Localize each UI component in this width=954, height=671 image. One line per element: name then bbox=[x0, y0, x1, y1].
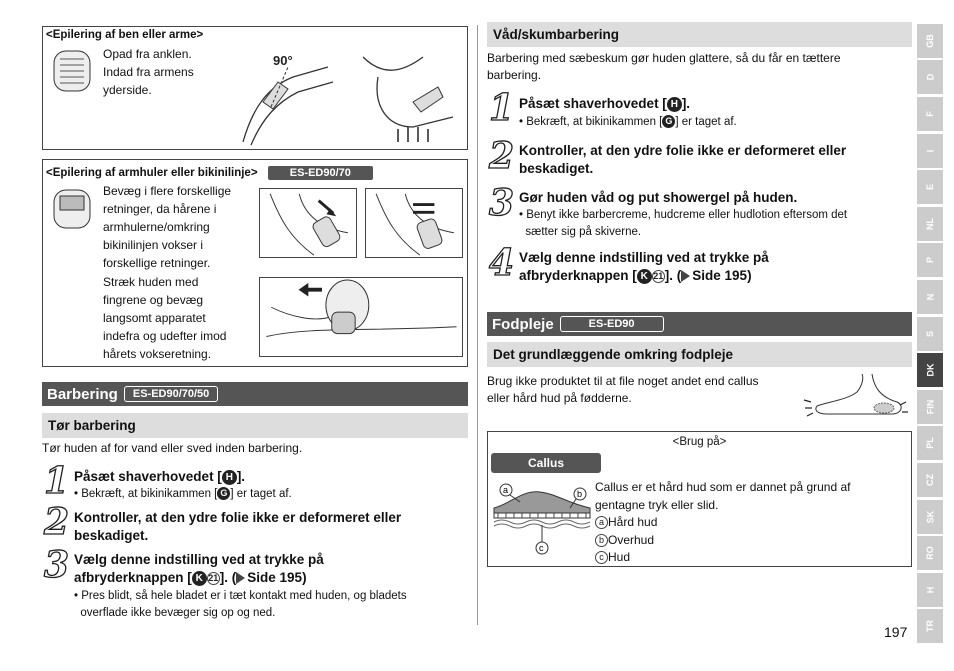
usage-header: <Brug på> bbox=[672, 436, 727, 448]
armpit-bikini-epilation-box bbox=[42, 159, 468, 367]
intro-text: Tør huden af for vand eller sved inden barbering. bbox=[42, 441, 303, 455]
k-icon: K bbox=[192, 571, 207, 586]
language-tab-f[interactable]: F bbox=[917, 97, 943, 131]
subheader-foot-care-basics: Det grundlæggende omkring fodpleje bbox=[487, 342, 912, 367]
language-tab-i[interactable]: I bbox=[917, 134, 943, 168]
language-tab-tr[interactable]: TR bbox=[917, 609, 943, 643]
language-tab-d[interactable]: D bbox=[917, 60, 943, 94]
svg-text:a: a bbox=[503, 485, 509, 495]
box-text: Opad fra anklen. Indad fra armens yderside. bbox=[103, 47, 194, 97]
language-tab-s[interactable]: S bbox=[917, 317, 943, 351]
step-title: Gør huden våd og put showergel på huden. bbox=[519, 190, 798, 205]
model-badge: ES-ED90 bbox=[560, 316, 664, 332]
ref-icon: 21 bbox=[653, 270, 664, 281]
language-tab-p[interactable]: P bbox=[917, 243, 943, 277]
arm-epilation-illustration bbox=[353, 47, 463, 147]
box-title: <Epilering af armhuler eller bikinilinje> ES-ED90/70 bbox=[46, 165, 374, 181]
language-tab-h[interactable]: H bbox=[917, 573, 943, 607]
intro-text: Brug ikke produktet til at file noget andet end callus eller hård hud på fødderne. bbox=[487, 374, 759, 405]
box-title: <Epilering af ben eller arme> bbox=[46, 29, 204, 41]
box-text-2: Stræk huden med fingrene og bevæg langsomt apparatet indefra og udefter imod hårets vokseretning. bbox=[103, 275, 227, 361]
arrow-icon bbox=[681, 270, 690, 282]
armpit-illustration-1 bbox=[259, 188, 357, 258]
svg-text:c: c bbox=[539, 543, 544, 553]
section-header-shaving: Barbering ES-ED90/70/50 bbox=[42, 382, 468, 406]
language-tab-cz[interactable]: CZ bbox=[917, 463, 943, 497]
h-icon: H bbox=[222, 470, 237, 485]
step-title: Vælg denne indstilling ved at trykke på afbryderknappen [ K 21 ]. ( Side 195) bbox=[519, 250, 769, 283]
arrow-icon bbox=[236, 572, 245, 584]
step-title: Vælg denne indstilling ved at trykke på afbryderknappen [ K 21 ]. ( Side 195) bbox=[74, 552, 324, 585]
skin-layers-diagram bbox=[492, 478, 592, 558]
step-title: Kontroller, at den ydre folie ikke er deformeret eller beskadiget. bbox=[74, 510, 402, 543]
label-b-icon: b bbox=[595, 534, 608, 547]
language-tab-n[interactable]: N bbox=[917, 280, 943, 314]
step-bullet: • Pres blidt, så hele bladet er i tæt kontakt med huden, og bladets overflade ikke bevæger sig op og ned. bbox=[74, 590, 407, 619]
step-number: 3 bbox=[44, 544, 70, 586]
step-bullet: • Bekræft, at bikinikammen [ G ] er taget af. bbox=[74, 488, 292, 500]
step-title: Påsæt shaverhovedet [ H ]. bbox=[519, 96, 691, 111]
language-tab-dk[interactable]: DK bbox=[917, 353, 943, 387]
language-tab-pl[interactable]: PL bbox=[917, 426, 943, 460]
model-badge: ES-ED90/70/50 bbox=[124, 386, 218, 402]
skin-stretch-illustration bbox=[259, 277, 463, 357]
subheader-wet-shaving: Våd/skumbarbering bbox=[487, 22, 912, 47]
callus-description: Callus er et hård hud som er dannet på grund af gentagne tryk eller slid. a Hård hud b Overhud c Hud bbox=[595, 480, 851, 564]
intro-text: Barbering med sæbeskum gør huden glattere, så du får en tættere barbering. bbox=[487, 51, 841, 82]
step-number: 1 bbox=[44, 460, 70, 502]
step-title: Påsæt shaverhovedet [ H ]. bbox=[74, 469, 246, 484]
subheader-dry-shaving: Tør barbering bbox=[42, 413, 468, 438]
section-header-foot-care: Fodpleje ES-ED90 bbox=[487, 312, 912, 336]
g-icon: G bbox=[662, 115, 675, 128]
label-a-icon: a bbox=[595, 516, 608, 529]
g-icon: G bbox=[217, 487, 230, 500]
step-number: 2 bbox=[489, 135, 515, 177]
ref-icon: 21 bbox=[208, 572, 219, 583]
leg-epilation-illustration bbox=[233, 47, 343, 147]
armpit-illustration-2 bbox=[365, 188, 463, 258]
foot-illustration bbox=[802, 372, 910, 420]
epilator-head-icon bbox=[48, 45, 96, 97]
page-number: 197 bbox=[884, 624, 908, 640]
step-title: Kontroller, at den ydre folie ikke er deformeret eller beskadiget. bbox=[519, 143, 847, 176]
label-c-icon: c bbox=[595, 551, 608, 564]
epilator-head-icon bbox=[48, 184, 96, 234]
h-icon: H bbox=[667, 97, 682, 112]
step-number: 2 bbox=[44, 501, 70, 543]
step-bullet: • Bekræft, at bikinikammen [ G ] er taget af. bbox=[519, 116, 737, 128]
language-tab-nl[interactable]: NL bbox=[917, 207, 943, 241]
box-text-1: Bevæg i flere forskellige retninger, da hårene i armhulerne/omkring bikinilinjen vokser i forskellige retninger. bbox=[103, 184, 232, 270]
language-tab-sk[interactable]: SK bbox=[917, 500, 943, 534]
language-tab-gb[interactable]: GB bbox=[917, 24, 943, 58]
column-divider bbox=[477, 25, 478, 625]
step-bullet: • Benyt ikke barbercreme, hudcreme eller hudlotion eftersom det sætter sig på skiverne. bbox=[519, 209, 848, 238]
model-badge: ES-ED90/70 bbox=[267, 165, 374, 181]
leg-arm-epilation-box bbox=[42, 26, 468, 150]
language-tab-fin[interactable]: FIN bbox=[917, 390, 943, 424]
step-number: 1 bbox=[489, 87, 515, 129]
step-number: 4 bbox=[489, 242, 515, 284]
k-icon: K bbox=[637, 269, 652, 284]
language-tab-e[interactable]: E bbox=[917, 170, 943, 204]
step-number: 3 bbox=[489, 182, 515, 224]
svg-text:b: b bbox=[577, 489, 583, 499]
callus-info-box bbox=[487, 431, 912, 567]
svg-text:90°: 90° bbox=[273, 53, 293, 68]
language-tab-ro[interactable]: RO bbox=[917, 536, 943, 570]
callus-badge: Callus bbox=[491, 453, 601, 473]
